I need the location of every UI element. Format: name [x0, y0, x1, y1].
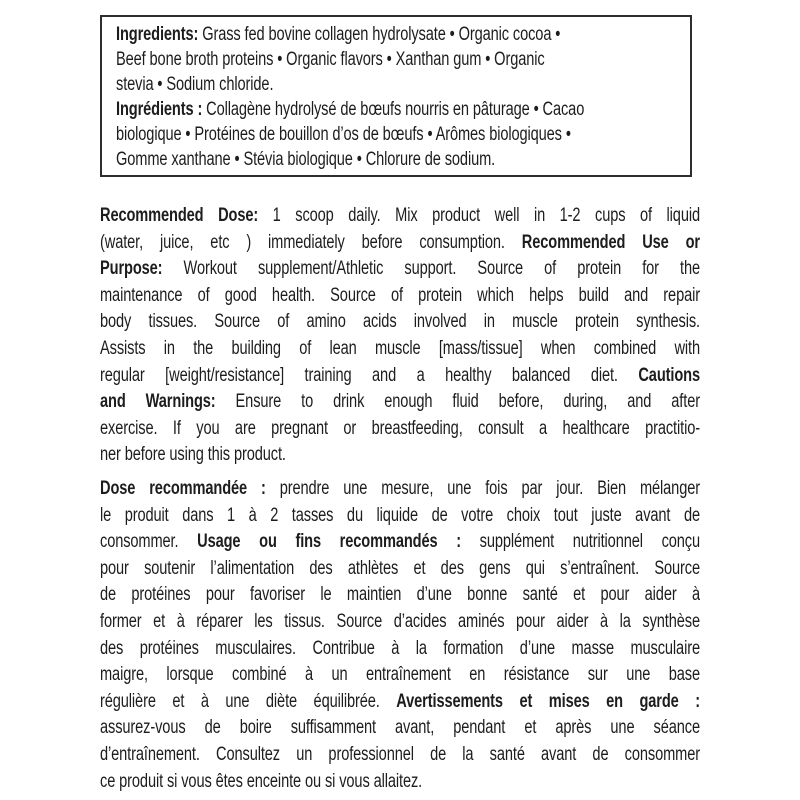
english-directions-lines — [100, 203, 700, 469]
text-line: régulière et à une diète équilibrée. Avertissements et mises en garde : — [100, 690, 700, 712]
text-line: maintenance of good health. Source of protein which helps build and repair — [100, 284, 700, 306]
text-line: Dose recommandée : prendre une mesure, une fois par jour. Bien mélanger — [100, 478, 700, 499]
text-line: Assists in the building of lean muscle [mass/tissue] when combined with — [100, 337, 700, 359]
text-line: pour soutenir l’alimentation des athlètes et des gens qui s’entraînent. Source — [100, 557, 700, 579]
french-directions-paragraph — [100, 476, 700, 795]
text-line: body tissues. Source of amino acids involved in muscle protein synthesis. — [100, 311, 700, 333]
text-line: former et à réparer les tissus. Source d’acides aminés pour aider à la synthèse — [100, 610, 700, 632]
text-line: consommer. Usage ou fins recommandés : supplément nutritionnel conçu — [100, 531, 700, 553]
text-line: and Warnings: Ensure to drink enough fluid before, during, and after — [100, 391, 700, 413]
ingredients-box — [100, 15, 692, 177]
text-line: Gomme xanthane • Stévia biologique • Chlorure de sodium. — [116, 149, 496, 170]
text-line: (water, juice, etc ) immediately before consumption. Recommended Use or — [100, 231, 700, 253]
text-line: des protéines musculaires. Contribue à la formation d’une masse musculaire — [100, 637, 700, 659]
text-line: biologique • Protéines de bouillon d’os de bœufs • Arômes biologiques • — [116, 124, 571, 145]
text-line: Ingrédients : Collagène hydrolysé de bœufs nourris en pâturage • Cacao — [116, 99, 585, 120]
text-line: assurez-vous de boire suffisamment avant, pendant et après une séance — [100, 717, 700, 739]
text-line: de protéines pour favoriser le maintien d’une bonne santé et pour aider à — [100, 584, 700, 606]
text-line: exercise. If you are pregnant or breastfeeding, consult a healthcare practitio- — [100, 417, 700, 439]
text-line: Beef bone broth proteins • Organic flavors • Xanthan gum • Organic — [116, 49, 545, 70]
text-line: le produit dans 1 à 2 tasses du liquide de votre choix tout juste avant de — [100, 504, 700, 526]
text-line: Recommended Dose: 1 scoop daily. Mix product well in 1-2 cups of liquid — [100, 205, 700, 226]
text-line: Ingredients: Grass fed bovine collagen hydrolysate • Organic cocoa • — [116, 24, 561, 45]
french-directions-lines — [100, 476, 700, 795]
ingredients-box-lines — [116, 22, 676, 172]
text-line: Purpose: Workout supplement/Athletic support. Source of protein for the — [100, 258, 700, 280]
text-line: ner before using this product. — [100, 444, 286, 466]
english-directions-paragraph — [100, 203, 700, 469]
text-line: stevia • Sodium chloride. — [116, 74, 274, 95]
text-line: d’entraînement. Consultez un professionnel de la santé avant de consommer — [100, 743, 700, 765]
text-line: ce produit si vous êtes enceinte ou si vous allaitez. — [100, 770, 423, 792]
text-line: maigre, lorsque combiné à un entraînement en résistance sur une base — [100, 664, 700, 686]
text-line: regular [weight/resistance] training and a healthy balanced diet. Cautions — [100, 364, 700, 386]
